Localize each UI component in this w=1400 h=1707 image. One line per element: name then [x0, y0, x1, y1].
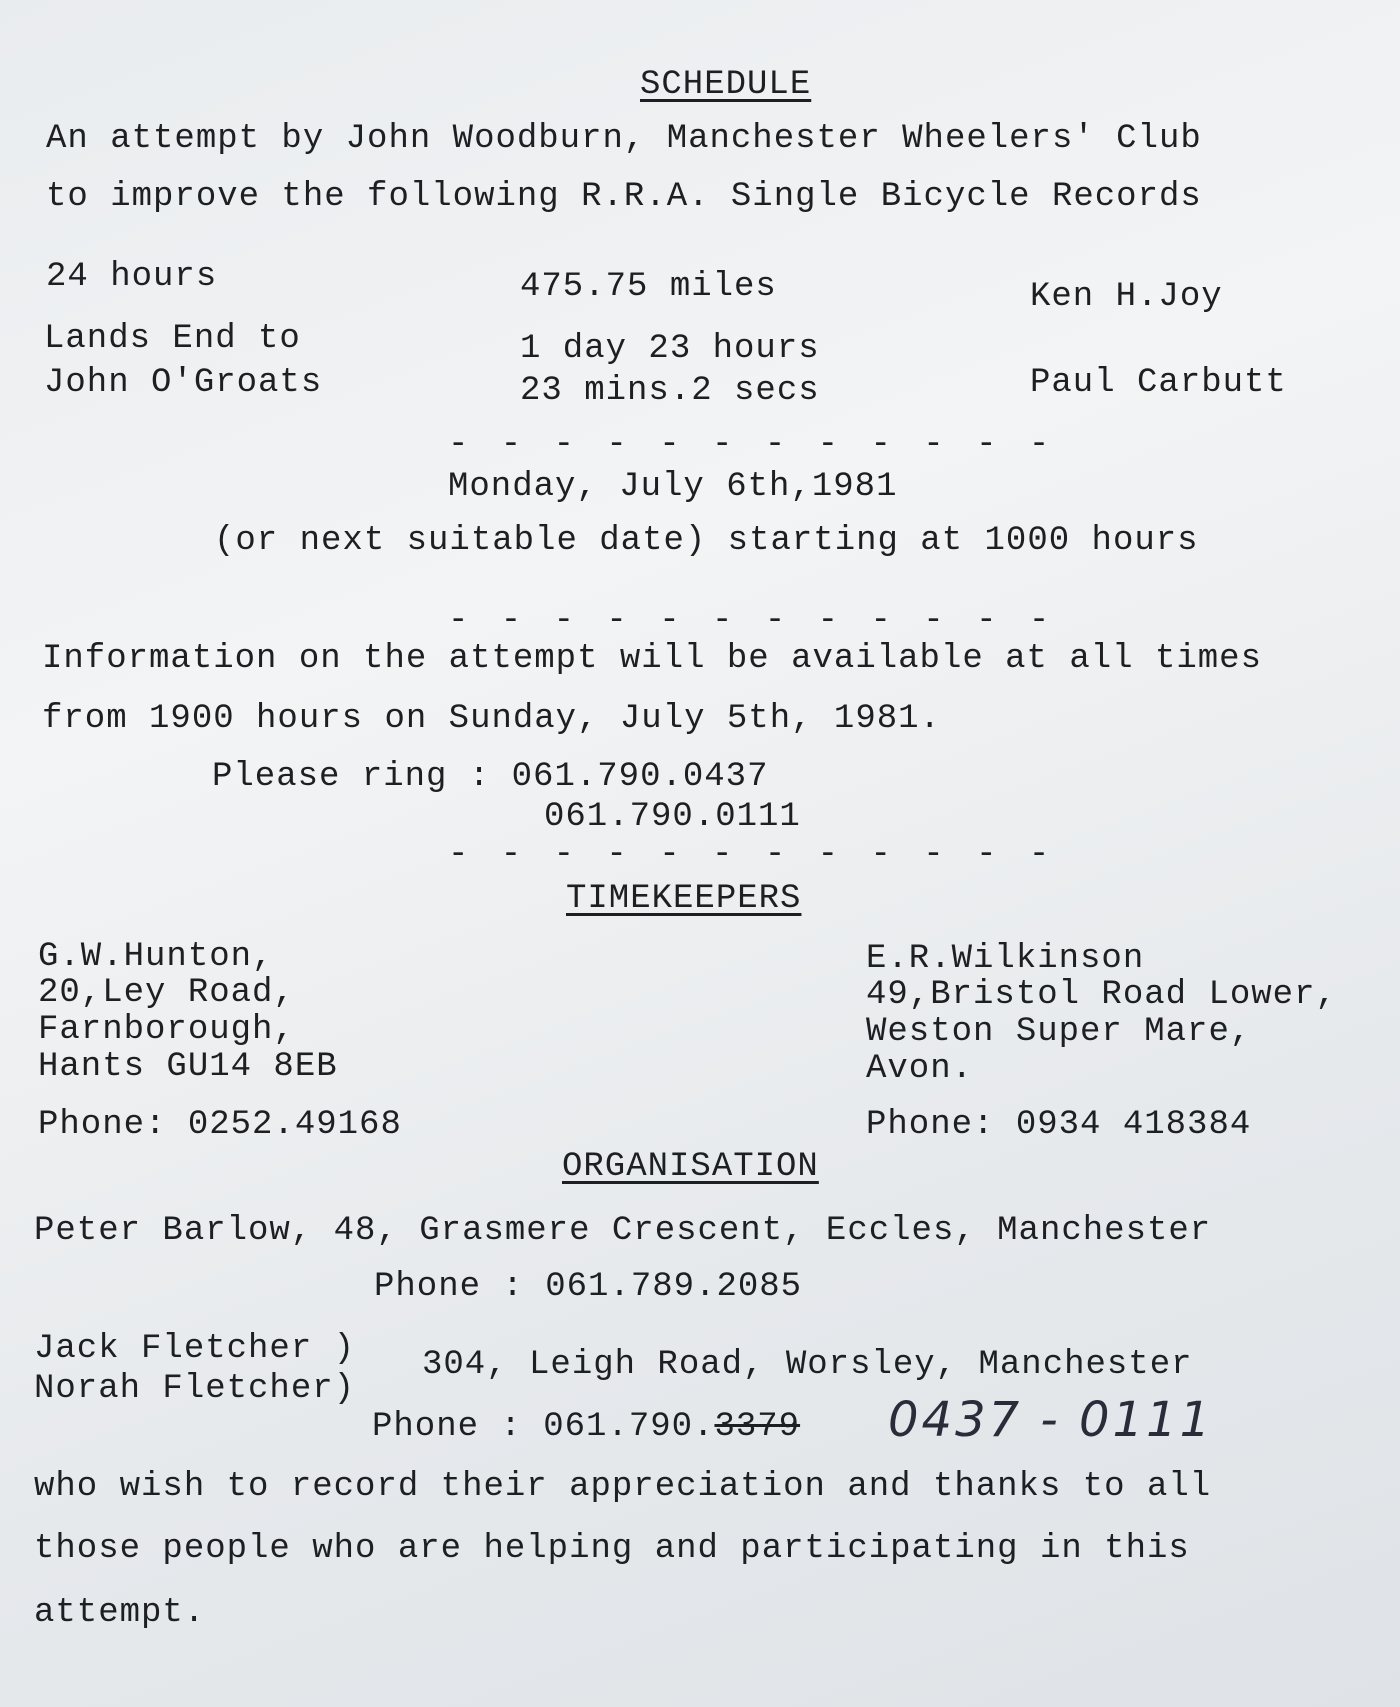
info-line-2: from 1900 hours on Sunday, July 5th, 1981. [42, 700, 941, 738]
divider-3: - - - - - - - - - - - - [448, 836, 1056, 874]
divider-1: - - - - - - - - - - - - [448, 426, 1056, 464]
organiser-2-phone-prefix: Phone : 061.790. [372, 1408, 715, 1446]
timekeeper-left-line4: Hants GU14 8EB [38, 1048, 338, 1086]
timekeeper-left-phone: Phone: 0252.49168 [38, 1106, 402, 1144]
record-2-value-line1: 1 day 23 hours [520, 330, 820, 368]
timekeeper-left-line2: 20,Ley Road, [38, 974, 295, 1012]
record-1-value: 475.75 miles [520, 268, 777, 306]
timekeeper-right-line2: 49,Bristol Road Lower, [866, 976, 1337, 1014]
organiser-1-phone: Phone : 061.789.2085 [374, 1268, 803, 1306]
timekeeper-right-line1: E.R.Wilkinson [866, 940, 1145, 978]
timekeeper-right-line4: Avon. [866, 1050, 974, 1088]
closing-line-3: attempt. [34, 1594, 206, 1632]
ring-number-1: Please ring : 061.790.0437 [212, 758, 769, 796]
timekeeper-left-line1: G.W.Hunton, [38, 938, 274, 976]
divider-2: - - - - - - - - - - - - [448, 602, 1056, 640]
attempt-date: Monday, July 6th,1981 [448, 468, 898, 506]
record-1-event: 24 hours [46, 258, 218, 296]
organiser-1: Peter Barlow, 48, Grasmere Crescent, Eccles, Manchester [34, 1212, 1212, 1250]
record-1-holder: Ken H.Joy [1030, 278, 1223, 316]
timekeepers-heading: TIMEKEEPERS [566, 880, 802, 918]
organiser-2-name-a: Jack Fletcher ) [34, 1330, 356, 1368]
intro-line-2: to improve the following R.R.A. Single Bicycle Records [46, 178, 1202, 216]
schedule-heading: SCHEDULE [640, 66, 812, 104]
ring-number-2: 061.790.0111 [544, 798, 801, 836]
date-note: (or next suitable date) starting at 1000 hours [214, 522, 1199, 560]
timekeeper-right-line3: Weston Super Mare, [866, 1013, 1252, 1051]
organiser-2-name-b: Norah Fletcher) [34, 1370, 356, 1408]
record-2-value-line2: 23 mins.2 secs [520, 372, 820, 410]
timekeeper-left-line3: Farnborough, [38, 1011, 295, 1049]
record-2-event-line1: Lands End to [44, 320, 301, 358]
closing-line-2: those people who are helping and participating in this [34, 1530, 1190, 1568]
info-line-1: Information on the attempt will be available at all times [42, 640, 1262, 678]
record-2-event-line2: John O'Groats [44, 364, 323, 402]
organiser-2-phone [372, 1408, 800, 1446]
organisation-heading: ORGANISATION [562, 1148, 819, 1186]
organiser-2-address: 304, Leigh Road, Worsley, Manchester [422, 1346, 1193, 1384]
record-2-holder: Paul Carbutt [1030, 364, 1287, 402]
handwritten-phone-correction: 0437 - 0111 [888, 1392, 1214, 1448]
closing-line-1: who wish to record their appreciation and thanks to all [34, 1468, 1212, 1506]
organiser-2-phone-struck: 3379 [714, 1408, 801, 1446]
timekeeper-right-phone: Phone: 0934 418384 [866, 1106, 1252, 1144]
intro-line-1: An attempt by John Woodburn, Manchester Wheelers' Club [46, 120, 1202, 158]
